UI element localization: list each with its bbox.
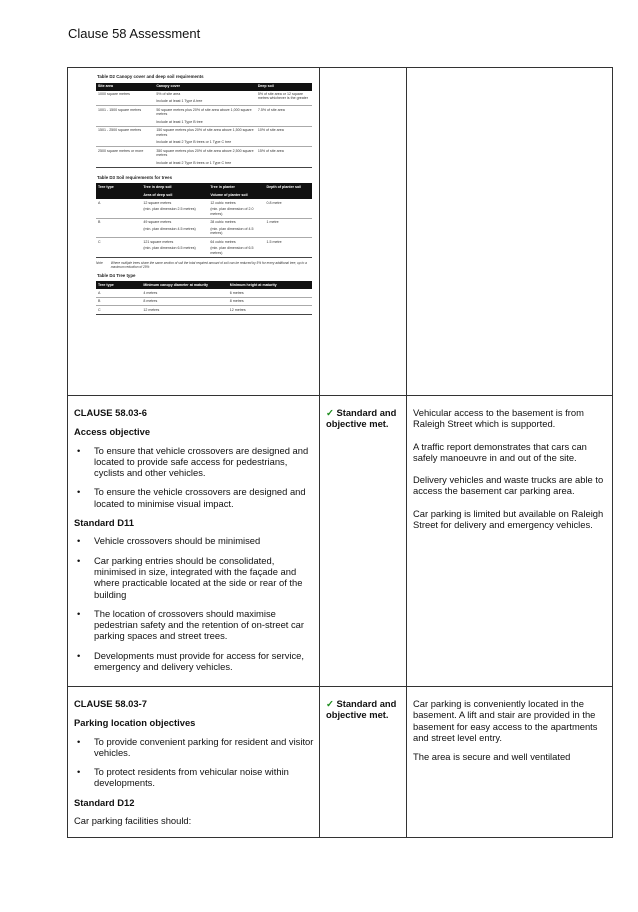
check-icon: ✓ (326, 698, 334, 709)
clause-58-03-6 (74, 407, 316, 680)
list-item: • To provide convenient parking for resident and visitor vehicles. (74, 736, 316, 759)
table-d2 (96, 83, 312, 168)
status-text: ✓ Standard and objective met. (326, 698, 397, 721)
standard-intro: Car parking facilities should: (74, 815, 192, 827)
table-row: B 8 metres 8 metres (96, 297, 312, 305)
table-subheader: Area of deep soil (141, 191, 208, 199)
comment-paragraph: Vehicular access to the basement is from Raleigh Street which is supported. (413, 407, 584, 430)
table-row: 1501 - 2500 square metres 150 square metres plus 20% of site area above 1,500 square metres Include at least 2 Type B trees or 1 Type C tree 10% of site area (96, 126, 312, 146)
list-item: • To ensure that vehicle crossovers are designed and located to provide safe access for pedestrians, cyclists and other vehicles. (74, 445, 316, 479)
table-header: Tree type (96, 281, 141, 289)
table-header: Minimum height at maturity (228, 281, 312, 289)
comments-cell (407, 396, 612, 686)
table-d3-caption: Table D3 Soil requirements for trees (97, 174, 173, 180)
table-header: Deep soil (256, 83, 312, 91)
list-item: • Developments must provide for access for service, emergency and delivery vehicles. (74, 650, 316, 673)
objective-title: Parking location objectives (74, 717, 196, 729)
table-header: Tree in planter (208, 183, 264, 191)
objective-title: Access objective (74, 426, 151, 438)
table-header: Site area (96, 83, 154, 91)
standard-title: Standard D11 (74, 517, 134, 529)
table-d2-caption: Table D2 Canopy cover and deep soil requirements (97, 74, 204, 79)
assessment-table (67, 67, 613, 838)
check-icon: ✓ (326, 407, 334, 418)
table-row (67, 686, 613, 838)
clause-heading: CLAUSE 58.03-6 (74, 407, 147, 418)
status-cell (320, 396, 407, 686)
table-header: Canopy cover (154, 83, 256, 91)
table-header: Minimum canopy diameter at maturity (141, 281, 227, 289)
table-d4 (96, 281, 312, 314)
standard-title: Standard D12 (74, 796, 135, 808)
comments-cell (407, 68, 612, 395)
objective-list (74, 736, 316, 789)
table-header: Tree in deep soil (141, 183, 208, 191)
comments-text (413, 698, 609, 770)
standard-cell (68, 396, 320, 686)
comment-paragraph: Car parking is conveniently located in the basement. A lift and stair are provided in the basement for easy access to the apartments and street level entry. (413, 698, 598, 743)
table-d3-note: Note Where multiple trees share the same section of soil the total required amount of soil can be reduced by 5% for every additional tree, up to a maximum reduction of 25% (96, 260, 307, 269)
comment-paragraph: Car parking is limited but available on Raleigh Street for delivery and emergency vehicles. (413, 507, 604, 531)
table-header: Tree type (96, 183, 141, 191)
list-item: • Vehicle crossovers should be minimised (74, 535, 316, 546)
table-row: 1001 - 1500 square metres 50 square metres plus 20% of site area above 1,000 square metres Include at least 1 Type B tree 7.5% of site area (96, 106, 312, 126)
standard-list (74, 535, 316, 672)
table-row: C 12 metres 12 metres (96, 306, 312, 314)
standard-cell (68, 68, 320, 395)
table-row (67, 67, 613, 396)
table-row: C 121 square metres (min. plan dimension 6.5 metres) 64 cubic metres (min. plan dimension of 6.5 metres) 1.5 metre (96, 238, 312, 257)
table-row: 2500 square metres or more 350 square metres plus 20% of site area above 2,500 square metres Include at least 2 Type B trees or 1 Type C tree 15% of site area (96, 147, 312, 167)
table-row: A 12 square metres (min. plan dimension 2.5 metres) 12 cubic metres (min. plan dimension of 2.0 metres) 0.8 metre (96, 199, 312, 218)
table-d3 (96, 183, 312, 257)
table-subheader: Volume of planter soil (208, 191, 264, 199)
table-row (67, 395, 613, 687)
list-item: • Car parking entries should be consolidated, minimised in size, integrated with the façade and where practicable located at the side or rear of the building (74, 555, 316, 600)
list-item: • To protect residents from vehicular noise within developments. (74, 766, 316, 789)
scanned-standard-tables (96, 72, 312, 315)
table-row: A 4 metres 6 metres (96, 289, 312, 297)
status-text: ✓ Standard and objective met. (326, 407, 397, 430)
comments-cell (407, 687, 612, 837)
table-d4-caption: Table D4 Tree type (97, 272, 136, 278)
clause-58-03-7 (74, 698, 316, 834)
table-header: Depth of planter soil (264, 183, 312, 191)
status-cell (320, 68, 407, 395)
list-item: • The location of crossovers should maximise pedestrian safety and the retention of on-street car parking spaces and street trees. (74, 608, 316, 642)
comments-text (413, 407, 609, 541)
table-row: 1000 square metres 5% of site area Include at least 1 Type A tree 5% of site area or 12 square metres whichever is the greater (96, 91, 312, 106)
standard-cell (68, 687, 320, 837)
list-item: • To ensure the vehicle crossovers are designed and located to minimise visual impact. (74, 486, 316, 509)
status-cell (320, 687, 407, 837)
comment-paragraph: Delivery vehicles and waste trucks are able to access the basement car parking area. (413, 474, 604, 497)
clause-heading: CLAUSE 58.03-7 (74, 698, 147, 709)
page-title: Clause 58 Assessment (68, 26, 201, 41)
comment-paragraph: A traffic report demonstrates that cars can safely manoeuvre in and out of the site. (413, 440, 587, 463)
objective-list (74, 445, 316, 509)
table-row: B 49 square metres (min. plan dimension 4.5 metres) 28 cubic metres (min. plan dimension of 4.5 metres) 1 metre (96, 218, 312, 237)
comment-paragraph: The area is secure and well ventilated (413, 751, 571, 763)
